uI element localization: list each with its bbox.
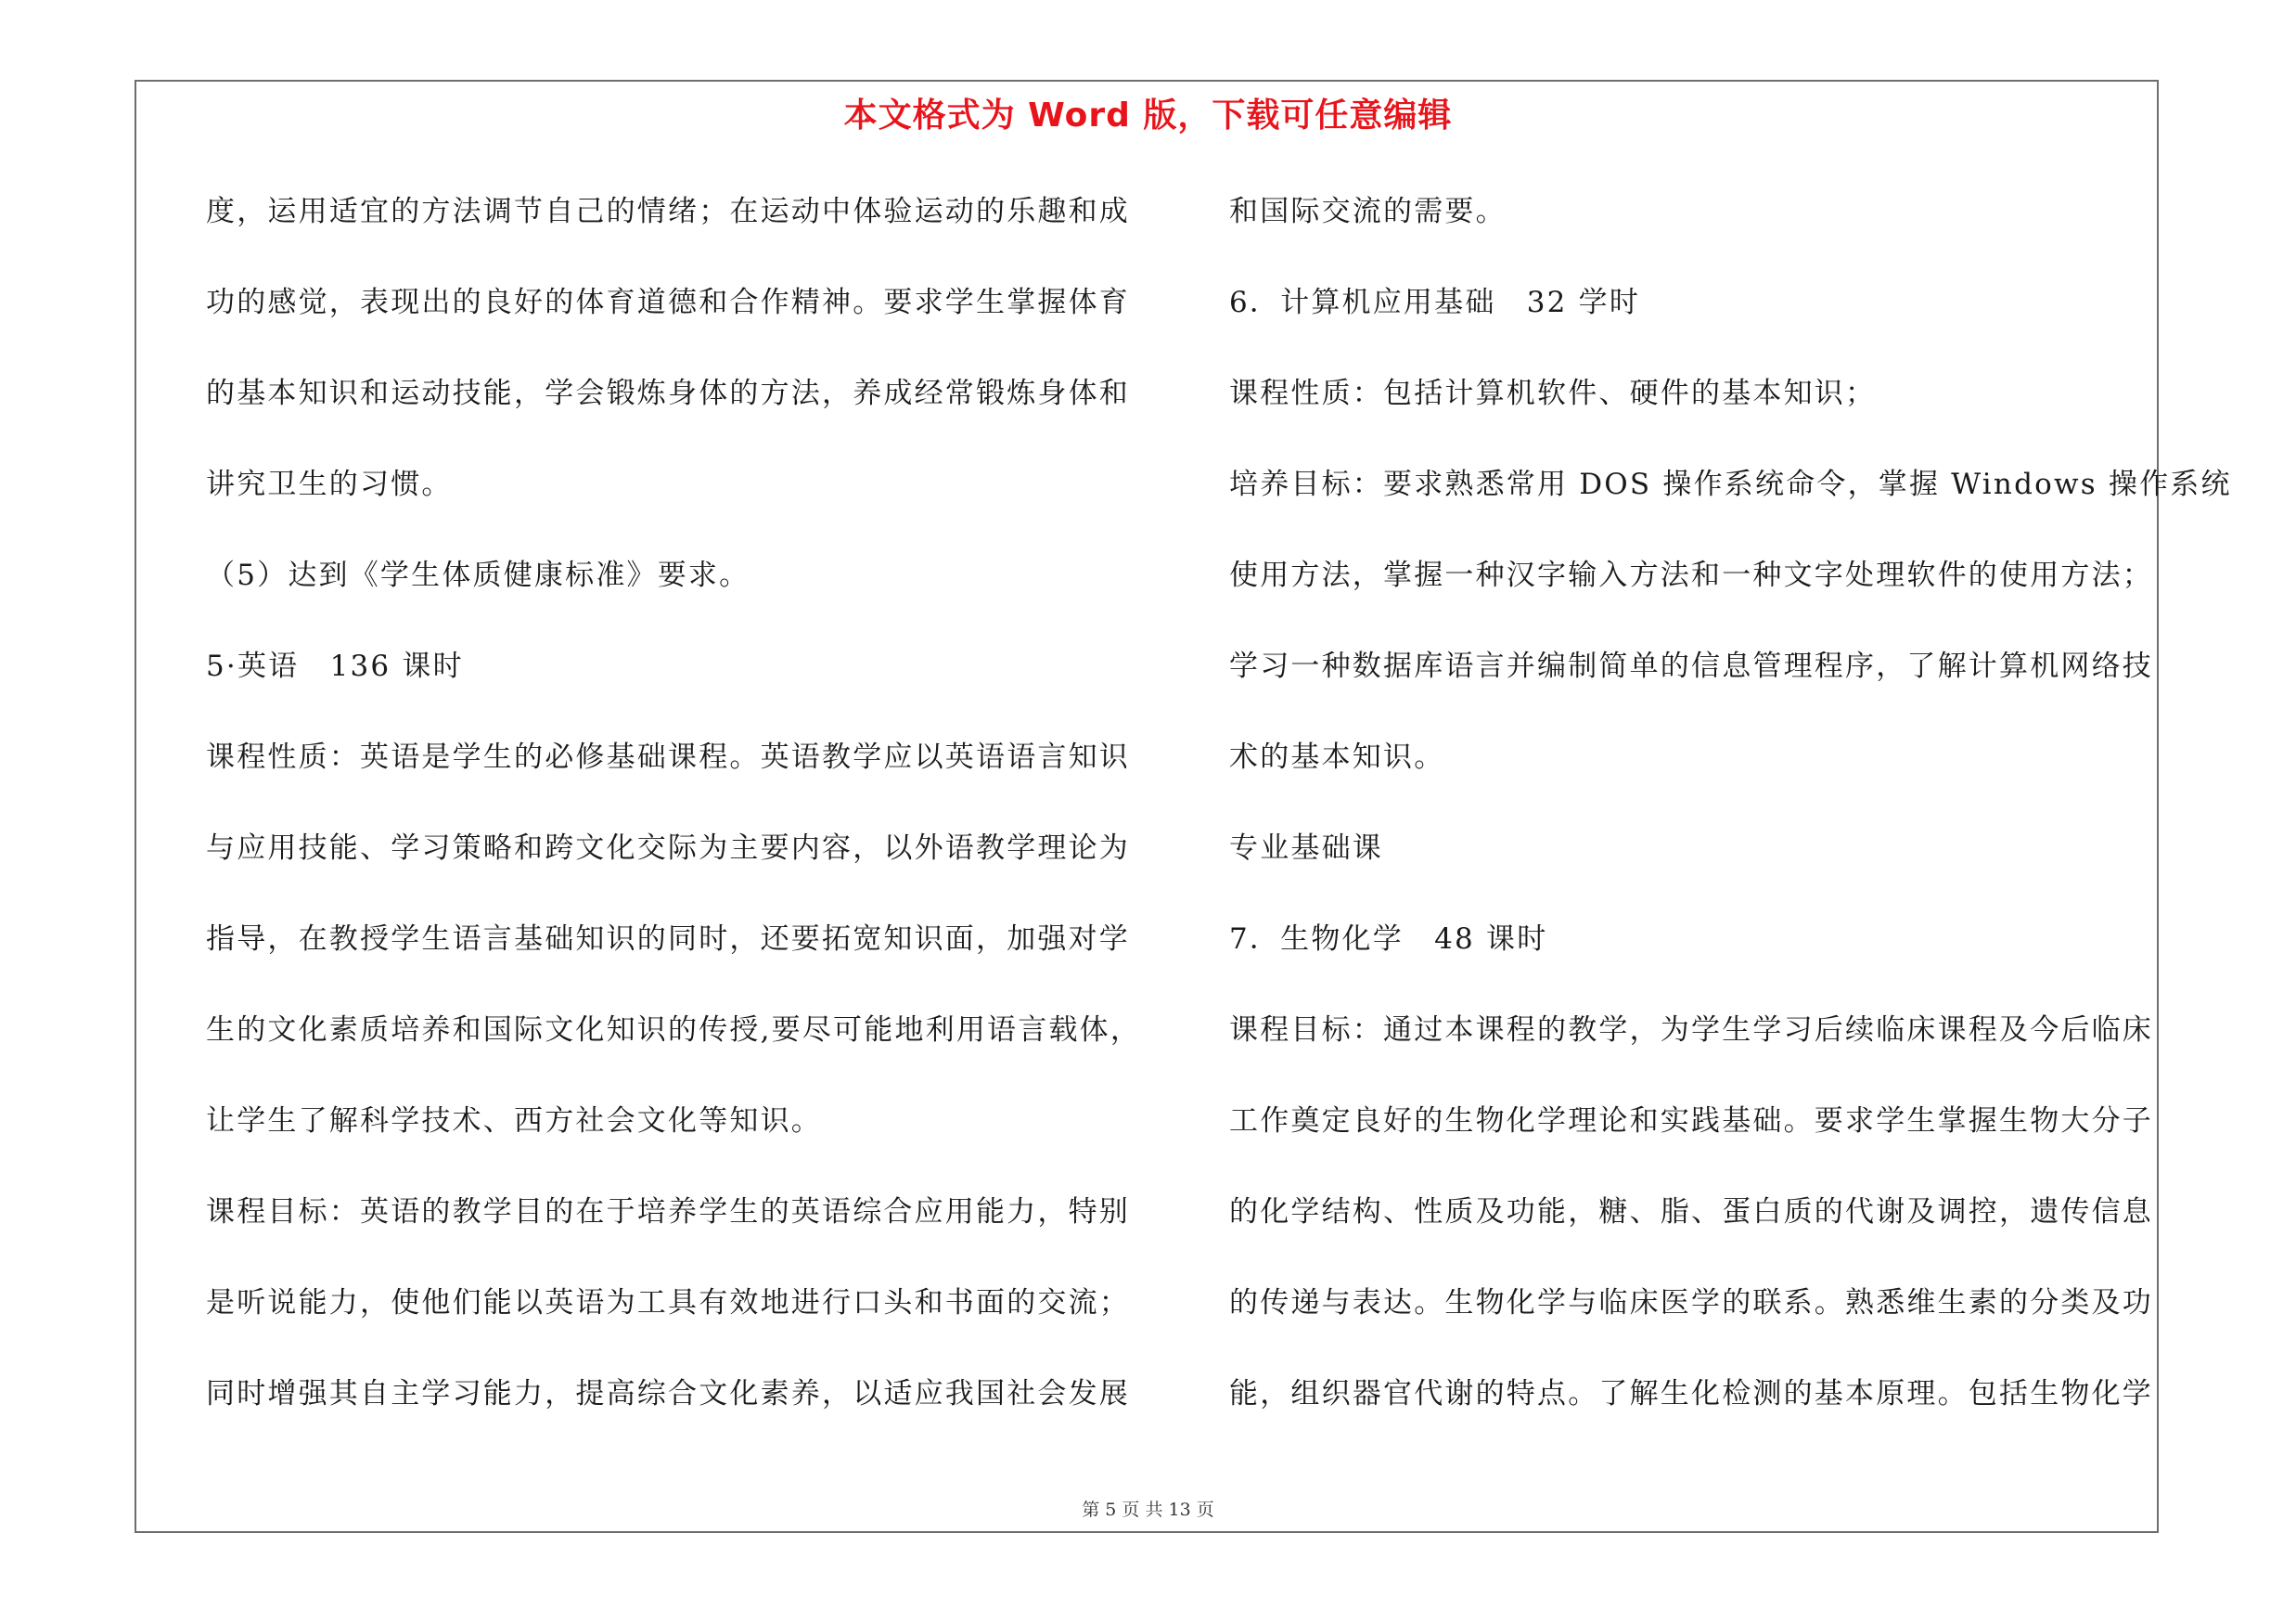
text-line: 指导，在教授学生语言基础知识的同时，还要拓宽知识面，加强对学: [206, 922, 1130, 956]
text-line: 课程性质：包括计算机软件、硬件的基本知识；: [1229, 377, 1877, 410]
section-heading: 6．计算机应用基础 32 学时: [1229, 286, 1641, 319]
text-line: 和国际交流的需要。: [1229, 195, 1507, 228]
text-line: 的传递与表达。生物化学与临床医学的联系。熟悉维生素的分类及功: [1229, 1286, 2153, 1320]
format-banner: 本文格式为 Word 版，下载可任意编辑: [843, 97, 1453, 135]
section-heading: 5·英语 136 课时: [206, 650, 464, 683]
text-line: 同时增强其自主学习能力，提高综合文化素养，以适应我国社会发展: [206, 1377, 1130, 1410]
text-line: 学习一种数据库语言并编制简单的信息管理程序，了解计算机网络技: [1229, 650, 2153, 683]
text-line: 与应用技能、学习策略和跨文化交际为主要内容，以外语教学理论为: [206, 831, 1130, 865]
text-line: 讲究卫生的习惯。: [206, 468, 453, 501]
page-number: 第 5 页 共 13 页: [1082, 1500, 1214, 1520]
right-column: [1229, 180, 2232, 1453]
text-line: 课程目标：英语的教学目的在于培养学生的英语综合应用能力，特别: [206, 1195, 1130, 1229]
text-line: 的基本知识和运动技能，学会锻炼身体的方法，养成经常锻炼身体和: [206, 377, 1130, 410]
text-line: 使用方法，掌握一种汉字输入方法和一种文字处理软件的使用方法；: [1229, 559, 2153, 592]
section-heading: 7．生物化学 48 课时: [1229, 922, 1548, 956]
left-column: [206, 180, 1142, 1453]
text-line: （5）达到《学生体质健康标准》要求。: [206, 559, 750, 592]
text-line: 培养目标：要求熟悉常用 DOS 操作系统命令，掌握 Windows 操作系统: [1229, 468, 2232, 501]
section-heading: 专业基础课: [1229, 831, 1383, 865]
text-line: 课程目标：通过本课程的教学，为学生学习后续临床课程及今后临床: [1229, 1013, 2153, 1047]
text-line: 能，组织器官代谢的特点。了解生化检测的基本原理。包括生物化学: [1229, 1377, 2153, 1410]
text-line: 课程性质：英语是学生的必修基础课程。英语教学应以英语语言知识: [206, 741, 1130, 774]
text-line: 术的基本知识。: [1229, 741, 1445, 774]
text-line: 功的感觉，表现出的良好的体育道德和合作精神。要求学生掌握体育: [206, 286, 1130, 319]
text-line: 度，运用适宜的方法调节自己的情绪；在运动中体验运动的乐趣和成: [206, 195, 1130, 228]
text-line: 的化学结构、性质及功能，糖、脂、蛋白质的代谢及调控，遗传信息: [1229, 1195, 2153, 1229]
text-line: 生的文化素质培养和国际文化知识的传授,要尽可能地利用语言载体，: [206, 1013, 1142, 1047]
text-line: 是听说能力，使他们能以英语为工具有效地进行口头和书面的交流；: [206, 1286, 1130, 1320]
text-line: 工作奠定良好的生物化学理论和实践基础。要求学生掌握生物大分子: [1229, 1104, 2153, 1138]
text-line: 让学生了解科学技术、西方社会文化等知识。: [206, 1104, 822, 1138]
